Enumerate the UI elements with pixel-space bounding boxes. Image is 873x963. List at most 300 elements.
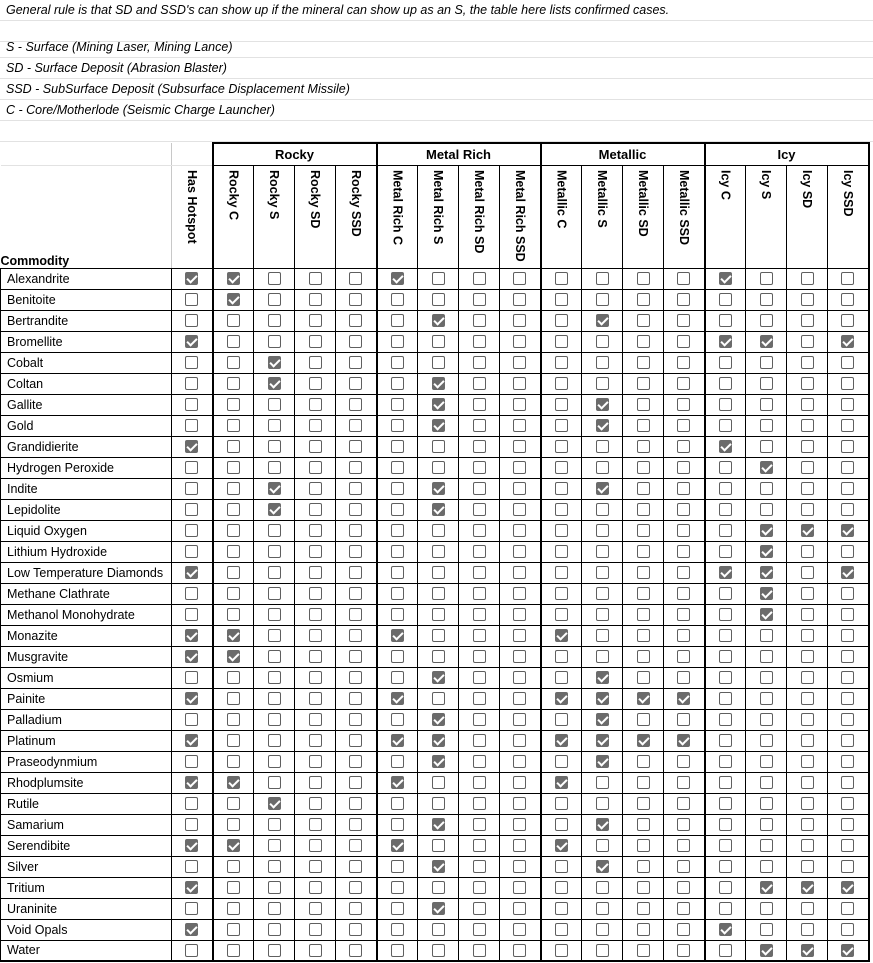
unchecked-checkbox[interactable] xyxy=(555,524,568,537)
checked-checkbox[interactable] xyxy=(596,314,609,327)
unchecked-checkbox[interactable] xyxy=(268,335,281,348)
unchecked-checkbox[interactable] xyxy=(309,860,322,873)
unchecked-checkbox[interactable] xyxy=(841,440,854,453)
checked-checkbox[interactable] xyxy=(185,776,198,789)
unchecked-checkbox[interactable] xyxy=(185,797,198,810)
unchecked-checkbox[interactable] xyxy=(637,755,650,768)
checked-checkbox[interactable] xyxy=(841,881,854,894)
checked-checkbox[interactable] xyxy=(432,671,445,684)
checked-checkbox[interactable] xyxy=(596,671,609,684)
unchecked-checkbox[interactable] xyxy=(555,398,568,411)
unchecked-checkbox[interactable] xyxy=(596,608,609,621)
unchecked-checkbox[interactable] xyxy=(801,335,814,348)
unchecked-checkbox[interactable] xyxy=(513,650,526,663)
unchecked-checkbox[interactable] xyxy=(801,440,814,453)
unchecked-checkbox[interactable] xyxy=(801,776,814,789)
unchecked-checkbox[interactable] xyxy=(677,797,690,810)
checked-checkbox[interactable] xyxy=(596,860,609,873)
checked-checkbox[interactable] xyxy=(719,440,732,453)
unchecked-checkbox[interactable] xyxy=(555,944,568,957)
unchecked-checkbox[interactable] xyxy=(268,818,281,831)
unchecked-checkbox[interactable] xyxy=(596,587,609,600)
unchecked-checkbox[interactable] xyxy=(677,923,690,936)
unchecked-checkbox[interactable] xyxy=(801,377,814,390)
unchecked-checkbox[interactable] xyxy=(473,671,486,684)
checked-checkbox[interactable] xyxy=(555,776,568,789)
unchecked-checkbox[interactable] xyxy=(473,797,486,810)
unchecked-checkbox[interactable] xyxy=(841,503,854,516)
checked-checkbox[interactable] xyxy=(801,524,814,537)
unchecked-checkbox[interactable] xyxy=(760,671,773,684)
checked-checkbox[interactable] xyxy=(596,398,609,411)
unchecked-checkbox[interactable] xyxy=(309,923,322,936)
unchecked-checkbox[interactable] xyxy=(349,482,362,495)
checked-checkbox[interactable] xyxy=(227,293,240,306)
unchecked-checkbox[interactable] xyxy=(719,293,732,306)
unchecked-checkbox[interactable] xyxy=(555,608,568,621)
unchecked-checkbox[interactable] xyxy=(227,398,240,411)
unchecked-checkbox[interactable] xyxy=(227,923,240,936)
unchecked-checkbox[interactable] xyxy=(801,923,814,936)
unchecked-checkbox[interactable] xyxy=(637,713,650,726)
unchecked-checkbox[interactable] xyxy=(432,356,445,369)
unchecked-checkbox[interactable] xyxy=(473,944,486,957)
unchecked-checkbox[interactable] xyxy=(513,524,526,537)
checked-checkbox[interactable] xyxy=(185,692,198,705)
unchecked-checkbox[interactable] xyxy=(473,272,486,285)
checked-checkbox[interactable] xyxy=(227,272,240,285)
unchecked-checkbox[interactable] xyxy=(637,608,650,621)
unchecked-checkbox[interactable] xyxy=(596,776,609,789)
unchecked-checkbox[interactable] xyxy=(677,503,690,516)
checked-checkbox[interactable] xyxy=(227,629,240,642)
unchecked-checkbox[interactable] xyxy=(513,923,526,936)
unchecked-checkbox[interactable] xyxy=(309,818,322,831)
unchecked-checkbox[interactable] xyxy=(473,734,486,747)
unchecked-checkbox[interactable] xyxy=(719,314,732,327)
unchecked-checkbox[interactable] xyxy=(349,377,362,390)
unchecked-checkbox[interactable] xyxy=(637,545,650,558)
unchecked-checkbox[interactable] xyxy=(432,650,445,663)
unchecked-checkbox[interactable] xyxy=(391,671,404,684)
unchecked-checkbox[interactable] xyxy=(719,545,732,558)
checked-checkbox[interactable] xyxy=(719,335,732,348)
unchecked-checkbox[interactable] xyxy=(227,566,240,579)
unchecked-checkbox[interactable] xyxy=(596,503,609,516)
unchecked-checkbox[interactable] xyxy=(473,293,486,306)
unchecked-checkbox[interactable] xyxy=(513,671,526,684)
unchecked-checkbox[interactable] xyxy=(760,839,773,852)
checked-checkbox[interactable] xyxy=(391,272,404,285)
unchecked-checkbox[interactable] xyxy=(227,944,240,957)
unchecked-checkbox[interactable] xyxy=(719,797,732,810)
unchecked-checkbox[interactable] xyxy=(268,692,281,705)
unchecked-checkbox[interactable] xyxy=(185,713,198,726)
unchecked-checkbox[interactable] xyxy=(596,272,609,285)
checked-checkbox[interactable] xyxy=(801,881,814,894)
unchecked-checkbox[interactable] xyxy=(391,524,404,537)
unchecked-checkbox[interactable] xyxy=(841,419,854,432)
unchecked-checkbox[interactable] xyxy=(268,608,281,621)
unchecked-checkbox[interactable] xyxy=(801,818,814,831)
unchecked-checkbox[interactable] xyxy=(268,293,281,306)
unchecked-checkbox[interactable] xyxy=(391,503,404,516)
unchecked-checkbox[interactable] xyxy=(513,482,526,495)
unchecked-checkbox[interactable] xyxy=(760,755,773,768)
unchecked-checkbox[interactable] xyxy=(227,587,240,600)
unchecked-checkbox[interactable] xyxy=(637,881,650,894)
unchecked-checkbox[interactable] xyxy=(760,650,773,663)
unchecked-checkbox[interactable] xyxy=(555,650,568,663)
unchecked-checkbox[interactable] xyxy=(473,692,486,705)
unchecked-checkbox[interactable] xyxy=(760,272,773,285)
unchecked-checkbox[interactable] xyxy=(677,566,690,579)
unchecked-checkbox[interactable] xyxy=(391,860,404,873)
unchecked-checkbox[interactable] xyxy=(473,566,486,579)
unchecked-checkbox[interactable] xyxy=(637,839,650,852)
unchecked-checkbox[interactable] xyxy=(432,335,445,348)
unchecked-checkbox[interactable] xyxy=(349,293,362,306)
unchecked-checkbox[interactable] xyxy=(391,356,404,369)
checked-checkbox[interactable] xyxy=(391,692,404,705)
unchecked-checkbox[interactable] xyxy=(760,356,773,369)
unchecked-checkbox[interactable] xyxy=(268,944,281,957)
unchecked-checkbox[interactable] xyxy=(801,293,814,306)
unchecked-checkbox[interactable] xyxy=(760,713,773,726)
unchecked-checkbox[interactable] xyxy=(473,818,486,831)
unchecked-checkbox[interactable] xyxy=(677,314,690,327)
unchecked-checkbox[interactable] xyxy=(309,671,322,684)
unchecked-checkbox[interactable] xyxy=(719,398,732,411)
unchecked-checkbox[interactable] xyxy=(596,377,609,390)
unchecked-checkbox[interactable] xyxy=(391,314,404,327)
unchecked-checkbox[interactable] xyxy=(637,377,650,390)
unchecked-checkbox[interactable] xyxy=(555,713,568,726)
unchecked-checkbox[interactable] xyxy=(391,566,404,579)
unchecked-checkbox[interactable] xyxy=(513,797,526,810)
unchecked-checkbox[interactable] xyxy=(349,923,362,936)
checked-checkbox[interactable] xyxy=(760,461,773,474)
unchecked-checkbox[interactable] xyxy=(185,293,198,306)
unchecked-checkbox[interactable] xyxy=(677,335,690,348)
unchecked-checkbox[interactable] xyxy=(513,272,526,285)
unchecked-checkbox[interactable] xyxy=(349,902,362,915)
unchecked-checkbox[interactable] xyxy=(555,272,568,285)
unchecked-checkbox[interactable] xyxy=(677,293,690,306)
unchecked-checkbox[interactable] xyxy=(760,629,773,642)
unchecked-checkbox[interactable] xyxy=(268,545,281,558)
unchecked-checkbox[interactable] xyxy=(349,944,362,957)
unchecked-checkbox[interactable] xyxy=(227,440,240,453)
unchecked-checkbox[interactable] xyxy=(432,881,445,894)
unchecked-checkbox[interactable] xyxy=(473,755,486,768)
unchecked-checkbox[interactable] xyxy=(677,440,690,453)
unchecked-checkbox[interactable] xyxy=(349,839,362,852)
unchecked-checkbox[interactable] xyxy=(555,881,568,894)
unchecked-checkbox[interactable] xyxy=(268,734,281,747)
unchecked-checkbox[interactable] xyxy=(637,776,650,789)
unchecked-checkbox[interactable] xyxy=(637,797,650,810)
unchecked-checkbox[interactable] xyxy=(801,608,814,621)
unchecked-checkbox[interactable] xyxy=(349,419,362,432)
unchecked-checkbox[interactable] xyxy=(227,461,240,474)
unchecked-checkbox[interactable] xyxy=(513,356,526,369)
unchecked-checkbox[interactable] xyxy=(309,272,322,285)
unchecked-checkbox[interactable] xyxy=(349,755,362,768)
unchecked-checkbox[interactable] xyxy=(309,776,322,789)
unchecked-checkbox[interactable] xyxy=(473,881,486,894)
unchecked-checkbox[interactable] xyxy=(677,482,690,495)
unchecked-checkbox[interactable] xyxy=(760,818,773,831)
unchecked-checkbox[interactable] xyxy=(432,797,445,810)
unchecked-checkbox[interactable] xyxy=(309,944,322,957)
unchecked-checkbox[interactable] xyxy=(349,314,362,327)
unchecked-checkbox[interactable] xyxy=(349,398,362,411)
unchecked-checkbox[interactable] xyxy=(391,944,404,957)
unchecked-checkbox[interactable] xyxy=(637,398,650,411)
unchecked-checkbox[interactable] xyxy=(349,608,362,621)
unchecked-checkbox[interactable] xyxy=(841,734,854,747)
unchecked-checkbox[interactable] xyxy=(801,671,814,684)
unchecked-checkbox[interactable] xyxy=(677,398,690,411)
unchecked-checkbox[interactable] xyxy=(349,461,362,474)
unchecked-checkbox[interactable] xyxy=(760,314,773,327)
checked-checkbox[interactable] xyxy=(185,335,198,348)
unchecked-checkbox[interactable] xyxy=(555,797,568,810)
unchecked-checkbox[interactable] xyxy=(309,440,322,453)
checked-checkbox[interactable] xyxy=(596,734,609,747)
unchecked-checkbox[interactable] xyxy=(637,524,650,537)
unchecked-checkbox[interactable] xyxy=(841,272,854,285)
unchecked-checkbox[interactable] xyxy=(268,398,281,411)
unchecked-checkbox[interactable] xyxy=(309,545,322,558)
unchecked-checkbox[interactable] xyxy=(391,713,404,726)
unchecked-checkbox[interactable] xyxy=(268,629,281,642)
checked-checkbox[interactable] xyxy=(760,566,773,579)
unchecked-checkbox[interactable] xyxy=(349,734,362,747)
unchecked-checkbox[interactable] xyxy=(555,440,568,453)
unchecked-checkbox[interactable] xyxy=(637,629,650,642)
unchecked-checkbox[interactable] xyxy=(227,314,240,327)
unchecked-checkbox[interactable] xyxy=(473,839,486,852)
unchecked-checkbox[interactable] xyxy=(637,314,650,327)
unchecked-checkbox[interactable] xyxy=(309,608,322,621)
checked-checkbox[interactable] xyxy=(596,818,609,831)
unchecked-checkbox[interactable] xyxy=(473,860,486,873)
unchecked-checkbox[interactable] xyxy=(596,797,609,810)
unchecked-checkbox[interactable] xyxy=(227,692,240,705)
unchecked-checkbox[interactable] xyxy=(268,839,281,852)
unchecked-checkbox[interactable] xyxy=(349,566,362,579)
unchecked-checkbox[interactable] xyxy=(637,650,650,663)
unchecked-checkbox[interactable] xyxy=(391,461,404,474)
unchecked-checkbox[interactable] xyxy=(841,755,854,768)
unchecked-checkbox[interactable] xyxy=(391,293,404,306)
checked-checkbox[interactable] xyxy=(227,839,240,852)
unchecked-checkbox[interactable] xyxy=(227,734,240,747)
unchecked-checkbox[interactable] xyxy=(268,461,281,474)
unchecked-checkbox[interactable] xyxy=(719,650,732,663)
unchecked-checkbox[interactable] xyxy=(473,545,486,558)
unchecked-checkbox[interactable] xyxy=(309,356,322,369)
unchecked-checkbox[interactable] xyxy=(801,902,814,915)
unchecked-checkbox[interactable] xyxy=(555,860,568,873)
unchecked-checkbox[interactable] xyxy=(719,692,732,705)
unchecked-checkbox[interactable] xyxy=(185,377,198,390)
unchecked-checkbox[interactable] xyxy=(432,587,445,600)
checked-checkbox[interactable] xyxy=(432,734,445,747)
unchecked-checkbox[interactable] xyxy=(227,881,240,894)
unchecked-checkbox[interactable] xyxy=(596,335,609,348)
unchecked-checkbox[interactable] xyxy=(637,482,650,495)
unchecked-checkbox[interactable] xyxy=(841,692,854,705)
unchecked-checkbox[interactable] xyxy=(227,902,240,915)
unchecked-checkbox[interactable] xyxy=(760,797,773,810)
unchecked-checkbox[interactable] xyxy=(185,587,198,600)
unchecked-checkbox[interactable] xyxy=(637,671,650,684)
unchecked-checkbox[interactable] xyxy=(637,461,650,474)
unchecked-checkbox[interactable] xyxy=(513,860,526,873)
checked-checkbox[interactable] xyxy=(841,524,854,537)
unchecked-checkbox[interactable] xyxy=(349,545,362,558)
checked-checkbox[interactable] xyxy=(268,797,281,810)
unchecked-checkbox[interactable] xyxy=(596,461,609,474)
checked-checkbox[interactable] xyxy=(760,587,773,600)
unchecked-checkbox[interactable] xyxy=(555,335,568,348)
checked-checkbox[interactable] xyxy=(596,755,609,768)
unchecked-checkbox[interactable] xyxy=(841,671,854,684)
unchecked-checkbox[interactable] xyxy=(677,944,690,957)
checked-checkbox[interactable] xyxy=(841,944,854,957)
checked-checkbox[interactable] xyxy=(760,545,773,558)
unchecked-checkbox[interactable] xyxy=(596,881,609,894)
unchecked-checkbox[interactable] xyxy=(677,839,690,852)
unchecked-checkbox[interactable] xyxy=(432,524,445,537)
checked-checkbox[interactable] xyxy=(719,923,732,936)
unchecked-checkbox[interactable] xyxy=(677,419,690,432)
unchecked-checkbox[interactable] xyxy=(596,902,609,915)
unchecked-checkbox[interactable] xyxy=(801,734,814,747)
unchecked-checkbox[interactable] xyxy=(268,587,281,600)
checked-checkbox[interactable] xyxy=(391,734,404,747)
unchecked-checkbox[interactable] xyxy=(349,587,362,600)
checked-checkbox[interactable] xyxy=(760,524,773,537)
unchecked-checkbox[interactable] xyxy=(309,419,322,432)
unchecked-checkbox[interactable] xyxy=(391,608,404,621)
checked-checkbox[interactable] xyxy=(432,818,445,831)
unchecked-checkbox[interactable] xyxy=(677,755,690,768)
unchecked-checkbox[interactable] xyxy=(349,440,362,453)
unchecked-checkbox[interactable] xyxy=(309,335,322,348)
checked-checkbox[interactable] xyxy=(391,776,404,789)
unchecked-checkbox[interactable] xyxy=(760,503,773,516)
unchecked-checkbox[interactable] xyxy=(473,608,486,621)
unchecked-checkbox[interactable] xyxy=(391,587,404,600)
unchecked-checkbox[interactable] xyxy=(841,314,854,327)
checked-checkbox[interactable] xyxy=(432,755,445,768)
unchecked-checkbox[interactable] xyxy=(227,818,240,831)
unchecked-checkbox[interactable] xyxy=(760,692,773,705)
unchecked-checkbox[interactable] xyxy=(473,524,486,537)
unchecked-checkbox[interactable] xyxy=(391,755,404,768)
unchecked-checkbox[interactable] xyxy=(719,713,732,726)
unchecked-checkbox[interactable] xyxy=(801,692,814,705)
unchecked-checkbox[interactable] xyxy=(677,881,690,894)
unchecked-checkbox[interactable] xyxy=(677,860,690,873)
checked-checkbox[interactable] xyxy=(432,398,445,411)
unchecked-checkbox[interactable] xyxy=(719,944,732,957)
unchecked-checkbox[interactable] xyxy=(432,293,445,306)
unchecked-checkbox[interactable] xyxy=(227,671,240,684)
unchecked-checkbox[interactable] xyxy=(309,839,322,852)
unchecked-checkbox[interactable] xyxy=(391,797,404,810)
checked-checkbox[interactable] xyxy=(760,944,773,957)
unchecked-checkbox[interactable] xyxy=(677,587,690,600)
unchecked-checkbox[interactable] xyxy=(760,440,773,453)
unchecked-checkbox[interactable] xyxy=(596,566,609,579)
unchecked-checkbox[interactable] xyxy=(719,587,732,600)
unchecked-checkbox[interactable] xyxy=(801,398,814,411)
unchecked-checkbox[interactable] xyxy=(513,881,526,894)
unchecked-checkbox[interactable] xyxy=(513,734,526,747)
unchecked-checkbox[interactable] xyxy=(309,377,322,390)
unchecked-checkbox[interactable] xyxy=(513,818,526,831)
unchecked-checkbox[interactable] xyxy=(227,503,240,516)
checked-checkbox[interactable] xyxy=(185,650,198,663)
checked-checkbox[interactable] xyxy=(719,566,732,579)
unchecked-checkbox[interactable] xyxy=(473,335,486,348)
unchecked-checkbox[interactable] xyxy=(349,692,362,705)
unchecked-checkbox[interactable] xyxy=(227,755,240,768)
unchecked-checkbox[interactable] xyxy=(841,545,854,558)
checked-checkbox[interactable] xyxy=(555,692,568,705)
unchecked-checkbox[interactable] xyxy=(432,272,445,285)
checked-checkbox[interactable] xyxy=(432,482,445,495)
unchecked-checkbox[interactable] xyxy=(185,755,198,768)
unchecked-checkbox[interactable] xyxy=(555,461,568,474)
unchecked-checkbox[interactable] xyxy=(473,650,486,663)
checked-checkbox[interactable] xyxy=(268,377,281,390)
unchecked-checkbox[interactable] xyxy=(268,923,281,936)
unchecked-checkbox[interactable] xyxy=(268,902,281,915)
checked-checkbox[interactable] xyxy=(185,440,198,453)
unchecked-checkbox[interactable] xyxy=(227,482,240,495)
unchecked-checkbox[interactable] xyxy=(391,881,404,894)
unchecked-checkbox[interactable] xyxy=(513,293,526,306)
unchecked-checkbox[interactable] xyxy=(432,566,445,579)
unchecked-checkbox[interactable] xyxy=(309,734,322,747)
unchecked-checkbox[interactable] xyxy=(637,902,650,915)
unchecked-checkbox[interactable] xyxy=(185,545,198,558)
unchecked-checkbox[interactable] xyxy=(760,377,773,390)
unchecked-checkbox[interactable] xyxy=(841,650,854,663)
unchecked-checkbox[interactable] xyxy=(349,335,362,348)
unchecked-checkbox[interactable] xyxy=(801,482,814,495)
unchecked-checkbox[interactable] xyxy=(473,776,486,789)
unchecked-checkbox[interactable] xyxy=(309,629,322,642)
unchecked-checkbox[interactable] xyxy=(513,335,526,348)
checked-checkbox[interactable] xyxy=(841,335,854,348)
unchecked-checkbox[interactable] xyxy=(391,398,404,411)
unchecked-checkbox[interactable] xyxy=(677,377,690,390)
unchecked-checkbox[interactable] xyxy=(719,356,732,369)
unchecked-checkbox[interactable] xyxy=(391,440,404,453)
unchecked-checkbox[interactable] xyxy=(309,881,322,894)
unchecked-checkbox[interactable] xyxy=(677,650,690,663)
checked-checkbox[interactable] xyxy=(555,839,568,852)
unchecked-checkbox[interactable] xyxy=(677,545,690,558)
unchecked-checkbox[interactable] xyxy=(227,335,240,348)
